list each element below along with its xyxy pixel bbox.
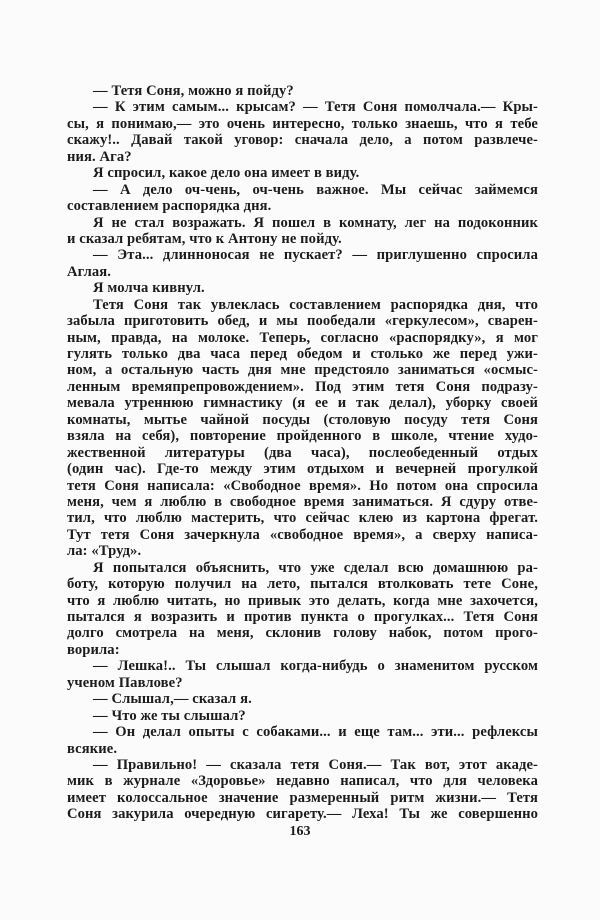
text-line: сы, я понимаю,— это очень интересно, только знаешь, что я тебе: [67, 115, 538, 132]
text-line: ворила:: [67, 641, 120, 658]
book-page-text: [67, 83, 538, 823]
text-line: долго смотрела на меня, склонив голову набок, потом прого-: [67, 625, 538, 642]
text-line: и сказал ребятам, что к Антону не пойду.: [67, 230, 342, 247]
text-line: мик в журнале «Здоровье» недавно написал, что для человека: [67, 773, 538, 790]
text-line: Я не стал возражать. Я пошел в комнату, лег на подоконник: [93, 214, 538, 231]
text-line: забыла приготовить обед, и мы пообедали «геркулесом», сварен-: [67, 313, 538, 330]
text-line: Тетя Соня так увлеклась составлением распорядка дня, что: [93, 296, 538, 313]
text-line: комнаты, мытье чайной посуды (столовую посуду тетя Соня: [67, 411, 538, 428]
text-line: ла: «Труд».: [67, 543, 142, 560]
text-line: Я спросил, какое дело она имеет в виду.: [93, 165, 360, 182]
text-line: — Что же ты слышал?: [93, 707, 246, 724]
text-line: — Тетя Соня, можно я пойду?: [93, 83, 294, 99]
page-number: 163: [289, 824, 311, 839]
text-line: — Слышал,— сказал я.: [93, 691, 252, 708]
text-line: ном, а остальную часть дня мне предстояло заниматься «осмыс-: [67, 362, 538, 379]
text-line: — К этим самым... крысам? — Тетя Соня помолчала.— Кры-: [93, 99, 538, 116]
text-line: меня, чем я люблю в свободное время заниматься. Я сдуру отве-: [67, 493, 538, 510]
text-line: ния. Ага?: [67, 148, 132, 165]
text-line: боту, которую получил на лето, пытался втолковать тете Соне,: [67, 576, 538, 593]
text-line: составлением распорядка дня.: [67, 198, 272, 215]
text-line: имеет колоссальное значение размеренный ритм жизни.— Тетя: [67, 789, 538, 806]
text-line: мевала утреннюю гимнастику (я ее и так делал), уборку своей: [67, 395, 538, 412]
text-line: всякие.: [67, 740, 118, 757]
text-line: гулять только два часа перед обедом и столько же перед ужи-: [67, 346, 538, 362]
text-line: ленным времяпрепровождением». Под этим тетя Соня подразу-: [67, 378, 538, 395]
text-line: скажу!.. Давай такой уговор: сначала дело, а потом развлече-: [67, 132, 538, 149]
text-line: — А дело оч-чень, оч-чень важное. Мы сейчас займемся: [93, 181, 538, 198]
text-line: Аглая.: [67, 263, 112, 280]
text-line: (один час). Где-то между этим отдыхом и вечерней прогулкой: [67, 461, 538, 478]
text-line: Тут тетя Соня зачеркнула «свободное время», а сверху написа-: [67, 526, 538, 543]
text-line: жественной литературы (два часа), послеобеденный отдых: [67, 444, 538, 461]
text-line: что я люблю читать, но привык это делать, когда мне захочется,: [67, 592, 538, 609]
text-line: — Правильно! — сказала тетя Соня.— Так вот, этот акаде-: [93, 756, 538, 773]
text-line: — Лешка!.. Ты слышал когда-нибудь о знаменитом русском: [93, 658, 538, 675]
text-line: пытался я возразить и против пункта о прогулках... Тетя Соня: [67, 609, 538, 625]
text-line: ученом Павлове?: [67, 674, 183, 691]
text-line: взяла на себя), повторение пройденного в школе, чтение худо-: [67, 428, 538, 445]
text-line: Я молча кивнул.: [93, 280, 205, 297]
text-line: Соня закурила очередную сигарету.— Леха! Ты же совершенно: [67, 806, 538, 823]
text-line: ным, правда, на молоке. Теперь, согласно «распорядку», я мог: [67, 329, 538, 346]
text-line: Я попытался объяснить, что уже сделал всю домашнюю ра-: [93, 559, 538, 576]
text-line: тетя Соня написала: «Свободное время». Но потом она спросила: [67, 477, 538, 494]
text-line: — Он делал опыты с собаками... и еще там... эти... рефлексы: [93, 724, 538, 741]
text-line: тил, что люблю мастерить, что сейчас клею из картона фрегат.: [67, 510, 538, 527]
text-line: — Эта... длинноносая не пускает? — приглушенно спросила: [93, 247, 538, 264]
